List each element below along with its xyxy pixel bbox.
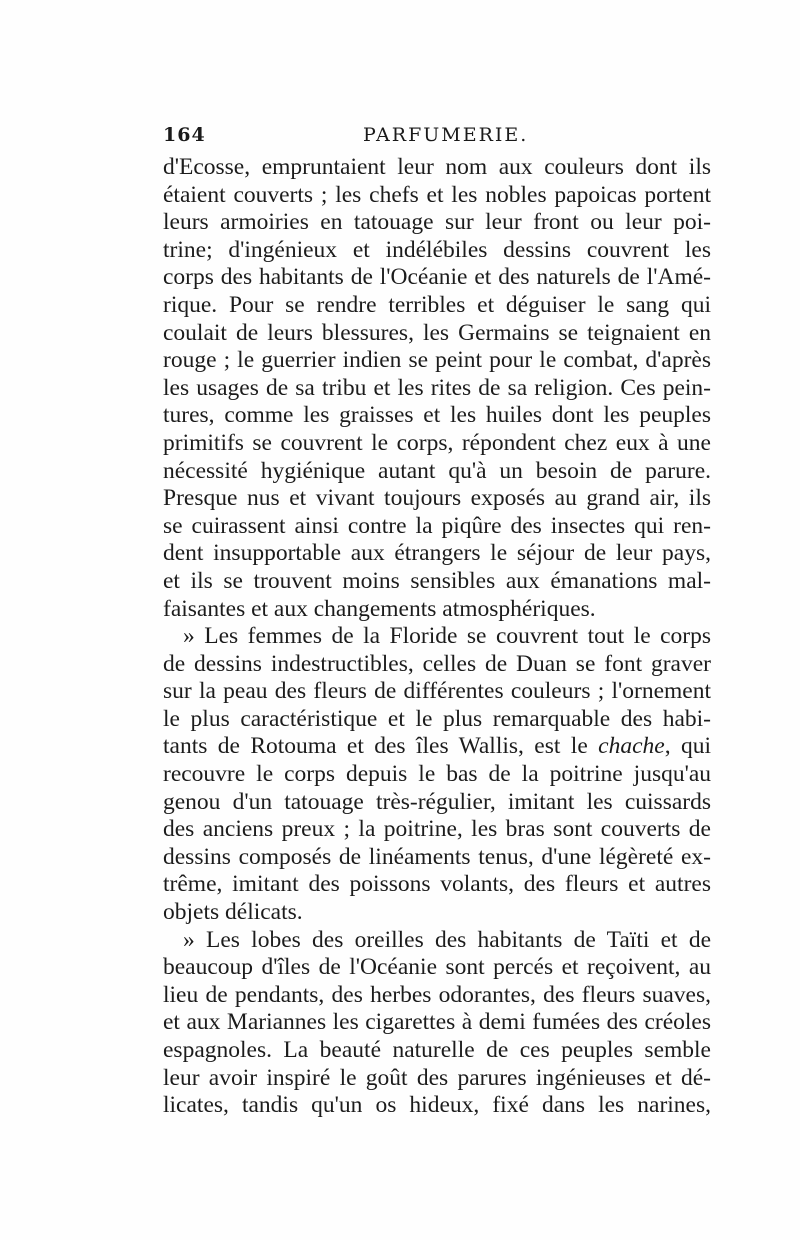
text-line: primitifs se couvrent le corps, répondent chez eux à une (163, 429, 711, 456)
emphasized-word: chache (598, 733, 665, 760)
text-line: rouge ; le guerrier indien se peint pour le combat, d'après (163, 347, 711, 374)
text-line: faisantes et aux changements atmosphériques. (163, 595, 596, 622)
text-line: leurs armoiries en tatouage sur leur front ou leur poi- (163, 209, 711, 236)
text-line: tures, comme les graisses et les huiles dont les peuples (163, 402, 711, 429)
text-line: et ils se trouvent moins sensibles aux émanations mal- (163, 567, 711, 594)
page-header (163, 124, 711, 154)
text-line: beaucoup d'îles de l'Océanie sont percés et reçoivent, au (163, 954, 711, 981)
text-line: » Les lobes des oreilles des habitants de Taïti et de (183, 926, 711, 953)
text-line-mixed (163, 733, 711, 761)
text-line: Presque nus et vivant toujours exposés au grand air, ils (163, 485, 711, 512)
text-line: » Les femmes de la Floride se couvrent tout le corps (183, 623, 711, 650)
text-line: lieu de pendants, des herbes odorantes, des fleurs suaves, (163, 981, 711, 1008)
text-line: espagnoles. La beauté naturelle de ces peuples semble (163, 1037, 711, 1063)
text-line: coulait de leurs blessures, les Germains se teignaient en (163, 319, 711, 346)
text-line: dent insupportable aux étrangers le séjour de leur pays, (163, 540, 711, 567)
page-number: 164 (163, 124, 206, 146)
text-line: licates, tandis qu'un os hideux, fixé dans les narines, (163, 1092, 711, 1119)
body-text (163, 154, 711, 1120)
text-line: trine; d'ingénieux et indélébiles dessins couvrent les (163, 236, 711, 263)
text-line: trême, imitant des poissons volants, des fleurs et autres (163, 871, 711, 898)
text-line: le plus caractéristique et le plus remarquable des habi- (163, 705, 711, 732)
text-line: étaient couverts ; les chefs et les nobles papoicas portent (163, 181, 711, 208)
text-line: des anciens preux ; la poitrine, les bras sont couverts de (163, 816, 711, 843)
text-line: dessins composés de linéaments tenus, d'une légèreté ex- (163, 843, 711, 870)
text-segment: , qui (664, 733, 711, 760)
text-line: rique. Pour se rendre terribles et déguiser le sang qui (163, 291, 711, 318)
text-line: genou d'un tatouage très-régulier, imitant les cuissards (163, 788, 711, 815)
running-head: PARFUMERIE. (363, 124, 529, 146)
text-line: d'Ecosse, empruntaient leur nom aux couleurs dont ils (163, 154, 711, 180)
text-line: leur avoir inspiré le goût des parures ingénieuses et dé- (163, 1064, 711, 1091)
text-line: et aux Mariannes les cigarettes à demi fumées des créoles (163, 1009, 711, 1036)
text-line: de dessins indestructibles, celles de Duan se font graver (163, 650, 711, 677)
text-line: les usages de sa tribu et les rites de sa religion. Ces pein- (163, 374, 711, 401)
text-line: sur la peau des fleurs de différentes couleurs ; l'ornement (163, 678, 711, 705)
text-line: recouvre le corps depuis le bas de la poitrine jusqu'au (163, 761, 711, 788)
text-line: corps des habitants de l'Océanie et des naturels de l'Amé- (163, 264, 711, 291)
text-line: nécessité hygiénique autant qu'à un besoin de parure. (163, 457, 711, 484)
text-segment: tants de Rotouma et des îles Wallis, est le (163, 733, 588, 760)
text-line: se cuirassent ainsi contre la piqûre des insectes qui ren- (163, 512, 711, 539)
text-line: objets délicats. (163, 899, 303, 926)
